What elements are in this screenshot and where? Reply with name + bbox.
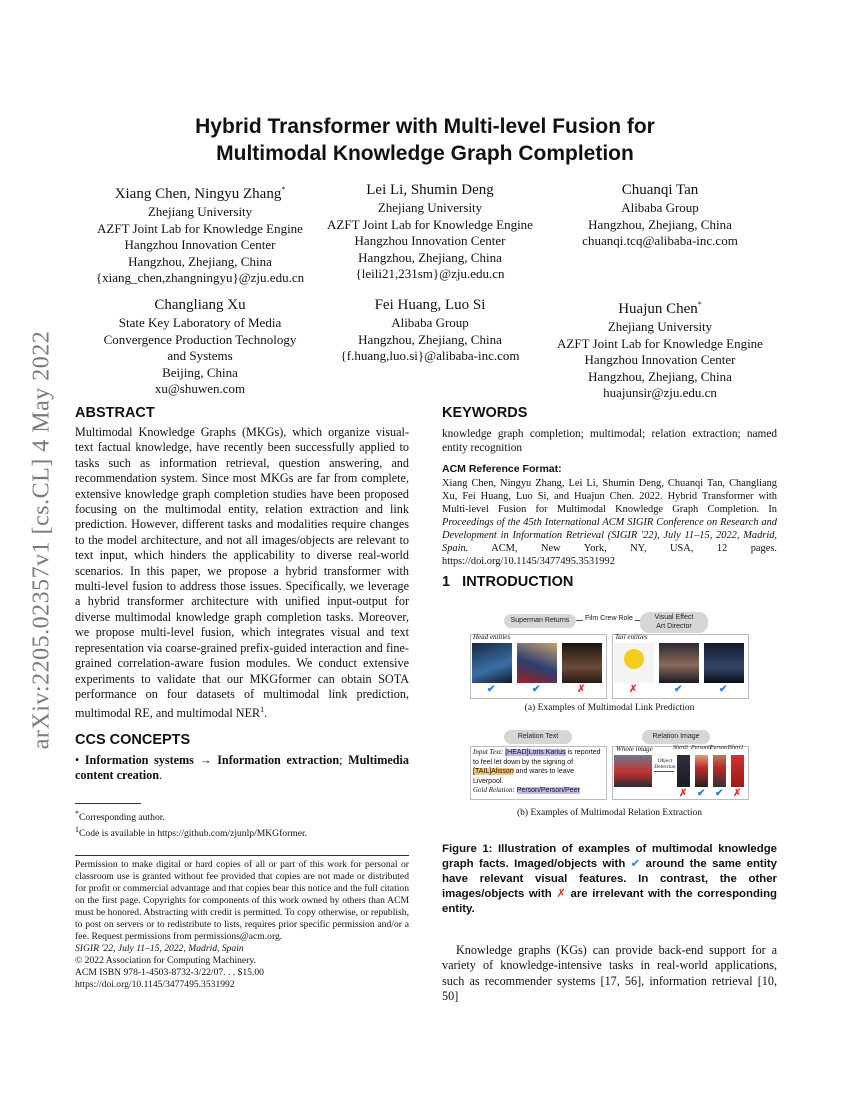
obj-shirt1-image <box>731 755 744 787</box>
footnote-rule <box>75 803 141 804</box>
acm-ref-body: Xiang Chen, Ningyu Zhang, Lei Li, Shumin Deng, Chuanqi Tan, Changliang Xu, Fei Huang, Luo Si, and Huajun Chen. 2022. Hybrid Transformer with Multi-level Fusion for Multimodal Knowledge Graph Completion. In Proceedings of the 45th International ACM SIGIR Conference on Research and Development in Information Retrieval (SIGIR '22), July 11–15, 2022, Madrid, Spain. ACM, New York, NY, USA, 12 pages. https://doi.org/10.1145/3477495.3531992 <box>442 478 777 567</box>
obj-label: Shirt1 <box>729 745 744 751</box>
cross-icon: ✗ <box>679 788 688 799</box>
title-line-1: Hybrid Transformer with Multi-level Fusion for <box>195 115 655 138</box>
title-line-2: Multimodal Knowledge Graph Completion <box>216 142 634 165</box>
head-entities-label: Head entities <box>473 633 511 641</box>
cross-icon: ✗ <box>733 788 742 799</box>
check-icon: ✔ <box>630 858 641 870</box>
tail-image-1 <box>614 643 654 683</box>
cross-icon: ✗ <box>577 684 586 695</box>
author-name: Changliang Xu <box>154 297 246 313</box>
pill-head-entity: Superman Returns <box>504 614 576 628</box>
acm-ref-heading: ACM Reference Format: <box>442 463 562 475</box>
check-icon: ✔ <box>715 788 724 799</box>
obj-person1-image <box>713 755 726 787</box>
keywords-body: knowledge graph completion; multimodal; relation extraction; named entity recognition <box>442 428 777 454</box>
relation-label: Film Crew Role <box>585 615 633 622</box>
intro-heading: 1 INTRODUCTION <box>442 574 574 590</box>
figure-caption: Figure 1: Illustration of examples of multimodal knowledge graph facts. Imaged/objects with ✔ around the same entity have relevant visual features. In contrast, the other images/objects with ✗ are irrelevant with the corresponding entity. <box>442 843 777 915</box>
gold-relation: Gold Relation: Person/Person/Peer <box>473 786 580 794</box>
intro-body: Knowledge graphs (KGs) can provide back-end support for a variety of knowledge-intensive tasks in real-world applications, such as recommender systems [17, 56], information retrieval [10, 50] <box>442 943 777 1004</box>
author-name: Huajun Chen <box>618 301 698 317</box>
ccs-heading: CCS CONCEPTS <box>75 732 191 748</box>
author-block-4: Changliang Xu State Key Laboratory of Media Convergence Production Technology and Systems Beijing, China xu@shuwen.com <box>75 295 325 398</box>
author-block-3: Chuanqi Tan Alibaba Group Hangzhou, Zhejiang, China chuanqi.tcq@alibaba-inc.com <box>535 180 785 250</box>
whole-image-label: Whole image <box>616 745 653 753</box>
check-icon: ✔ <box>719 684 728 695</box>
arxiv-stamp: arXiv:2205.02357v1 [cs.CL] 4 May 2022 <box>28 330 55 750</box>
figure-1 <box>442 605 777 830</box>
cross-icon: ✗ <box>629 684 638 695</box>
footnotes: *Corresponding author. $^1$Code is available in https://github.com/zjunlp/MKGformer. <box>75 809 308 840</box>
obj-label: Person0 <box>691 745 711 751</box>
object-detection-label: Object Detection <box>654 758 676 770</box>
whole-image <box>614 755 652 787</box>
check-icon: ✔ <box>697 788 706 799</box>
subcaption-b: (b) Examples of Multimodal Relation Extraction <box>517 808 702 818</box>
author-name: Chuanqi Tan <box>621 182 699 198</box>
obj-person0-image <box>695 755 708 787</box>
tail-image-3 <box>704 643 744 683</box>
permission-rule <box>75 855 409 856</box>
cross-icon: ✗ <box>556 888 566 900</box>
pill-relation-text: Relation Text <box>504 730 572 744</box>
author-block-2: Lei Li, Shumin Deng Zhejiang University AZFT Joint Lab for Knowledge Engine Hangzhou Innovation Center Hangzhou, Zhejiang, China {leili21,231sm}@zju.edu.cn <box>305 180 555 283</box>
tail-entities-label: Tail entities <box>615 633 648 641</box>
obj-label: Shirt0 <box>673 745 688 751</box>
detection-arrow <box>654 771 674 772</box>
author-block-1: Xiang Chen, Ningyu Zhang* Zhejiang University AZFT Joint Lab for Knowledge Engine Hangzhou Innovation Center Hangzhou, Zhejiang, China {xiang_chen,zhangningyu}@zju.edu.cn <box>95 185 305 285</box>
permission-block: Permission to make digital or hard copies of all or part of this work for personal or classroom use is granted without fee provided that copies are not made or distributed for profit or commercial advantage and that copies bear this notice and the full citation on the first page. Copyrights for components of this work owned by others than ACM must be honored. Abstracting with credit is permitted. To copy otherwise, or republish, to post on servers or to redistribute to lists, requires prior specific permission and/or a fee. Request permissions from permissions@acm.org. SIGIR '22, July 11–15, 2022, Madrid, Spain © 2022 Association for Computing Machinery. ACM ISBN 978-1-4503-8732-3/22/07. . . $15.00 https://doi.org/10.1145/3477495.3531992 <box>75 859 409 990</box>
author-block-5: Fei Huang, Luo Si Alibaba Group Hangzhou, Zhejiang, China {f.huang,luo.si}@alibaba-inc.com <box>305 295 555 365</box>
paper-title <box>100 113 750 167</box>
obj-label: Person1 <box>710 745 730 751</box>
pill-relation-image: Relation Image <box>642 730 710 744</box>
keywords-heading: KEYWORDS <box>442 405 528 421</box>
obj-shirt0-image <box>677 755 690 787</box>
pill-tail-entity: Visual Effect Art Director <box>640 612 708 633</box>
check-icon: ✔ <box>674 684 683 695</box>
check-icon: ✔ <box>532 684 541 695</box>
check-icon: ✔ <box>487 684 496 695</box>
author-name: Xiang Chen, Ningyu Zhang <box>114 186 282 202</box>
emoji-face-icon <box>624 649 644 669</box>
author-name: Lei Li, Shumin Deng <box>366 182 494 198</box>
head-tag: [HEAD]Loris Karius <box>505 749 566 756</box>
subcaption-a: (a) Examples of Multimodal Link Prediction <box>524 703 695 713</box>
abstract-heading: ABSTRACT <box>75 405 155 421</box>
tail-image-2 <box>659 643 699 683</box>
author-block-6: Huajun Chen* Zhejiang University AZFT Joint Lab for Knowledge Engine Hangzhou Innovation Center Hangzhou, Zhejiang, China huajunsir@zju.edu.cn <box>557 300 763 400</box>
author-name: Fei Huang, Luo Si <box>374 297 486 313</box>
ccs-body: • Information systems → Information extraction; Multimedia content creation. <box>75 753 410 783</box>
head-image-1 <box>472 643 512 683</box>
head-image-3 <box>562 643 602 683</box>
head-image-2 <box>517 643 557 683</box>
abstract-body: Multimodal Knowledge Graphs (MKGs), which organize visual-text factual knowledge, have recently been successfully applied to tasks such as information retrieval, question answering, and recommendation system. Since most MKGs are far from complete, extensive knowledge graph completion studies have been proposed focusing on the multimodal entity, relation extraction and link prediction. However, different tasks and modalities require changes to the model architecture, and not all images/objects are relevant to text input, which hinders the applicability to diverse real-world scenarios. In this paper, we propose a hybrid transformer with multi-level fusion to address those issues. Specifically, we leverage a hybrid transformer architecture with unified input-output for diverse multimodal knowledge graph completion tasks. Moreover, we propose multi-level fusion, which integrates visual and text representation via coarse-grained prefix-guided interaction and fine-grained correlation-aware fusion modules. We conduct extensive experiments to validate that our MKGformer can obtain SOTA performance on four datasets of multimodal link prediction, multimodal RE, and multimodal NER$^1$. <box>75 425 409 721</box>
tail-tag: [TAIL]Alisson <box>473 768 514 775</box>
relation-text-content: Input Text: [HEAD]Loris Karius is reported to feel let down by the signing of [TAIL]Alisson and wants to leave Liverpool. <box>473 748 601 785</box>
